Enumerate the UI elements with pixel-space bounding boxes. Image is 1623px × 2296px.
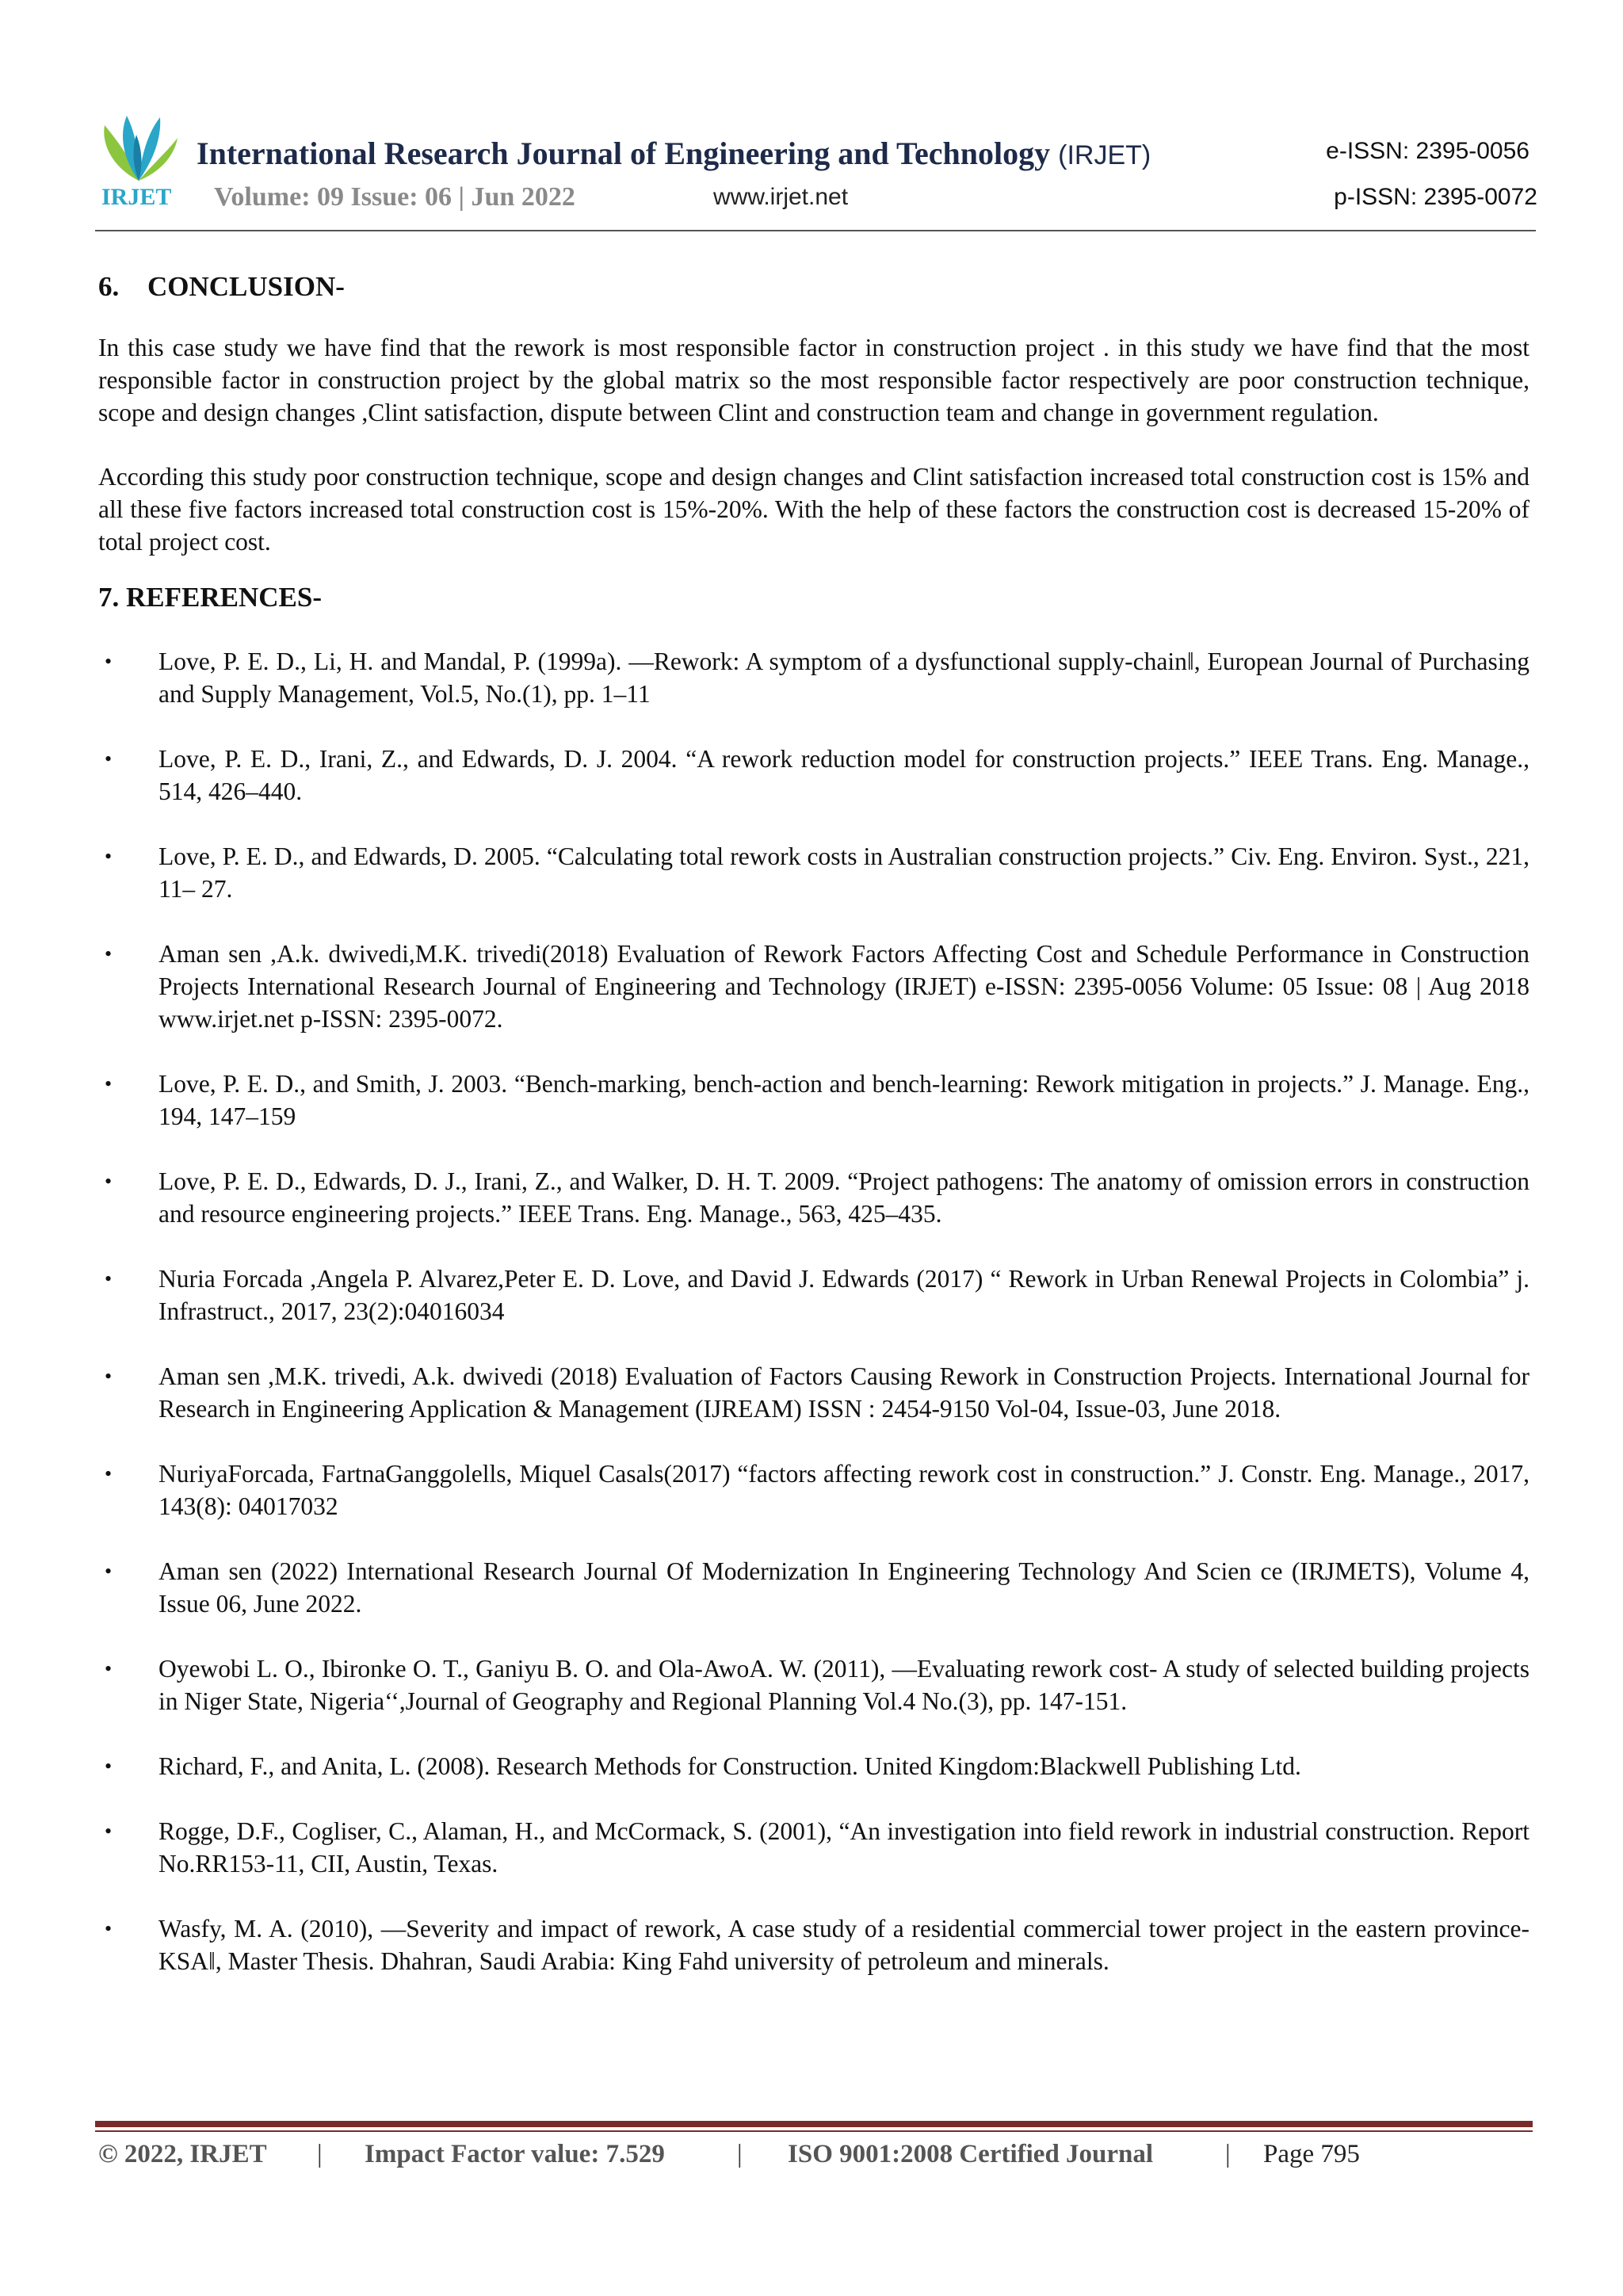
reference-item xyxy=(98,1555,1529,1620)
conclusion-heading xyxy=(98,271,1529,303)
journal-title xyxy=(197,135,1151,172)
footer-separator: | xyxy=(317,2140,323,2168)
reference-item xyxy=(98,1815,1529,1880)
logo-text: IRJET xyxy=(101,184,172,210)
journal-abbrev: (IRJET) xyxy=(1058,140,1151,170)
footer-separator: | xyxy=(737,2140,743,2168)
reference-item xyxy=(98,1263,1529,1328)
journal-title-text: International Research Journal of Engineering and Technology xyxy=(197,136,1051,171)
reference-text: NuriyaForcada, FartnaGanggolells, Miquel Casals(2017) “factors affecting rework cost in construction.” J. Constr. Eng. Manage., 2017, 143(8): 04017032 xyxy=(158,1460,1529,1520)
reference-item xyxy=(98,1165,1529,1230)
conclusion-number: 6. xyxy=(98,271,120,302)
reference-item xyxy=(98,743,1529,808)
footer-page-number: Page 795 xyxy=(1263,2140,1360,2168)
reference-item xyxy=(98,1068,1529,1133)
reference-item xyxy=(98,1457,1529,1522)
references-heading: 7. REFERENCES- xyxy=(98,582,322,613)
reference-text: Love, P. E. D., and Smith, J. 2003. “Bench-marking, bench-action and bench-learning: Rework mitigation in projects.” J. Manage. Eng., 194, 147–159 xyxy=(158,1070,1529,1130)
bullet-icon: • xyxy=(105,1755,113,1778)
irjet-logo xyxy=(95,111,182,214)
footer-impact-factor: Impact Factor value: 7.529 xyxy=(365,2140,665,2168)
bullet-icon: • xyxy=(105,1462,113,1485)
reference-text: Aman sen (2022) International Research Journal Of Modernization In Engineering Technology And Scien ce (IRJMETS), Volume 4, Issue 06, June 2022. xyxy=(158,1557,1529,1618)
bullet-icon: • xyxy=(105,1170,113,1193)
reference-text: Love, P. E. D., and Edwards, D. 2005. “Calculating total rework costs in Australian construction projects.” Civ. Eng. Environ. Syst., 221, 11– 27. xyxy=(158,842,1529,903)
bullet-icon: • xyxy=(105,1917,113,1940)
footer-copyright: © 2022, IRJET xyxy=(98,2140,267,2168)
bullet-icon: • xyxy=(105,942,113,965)
footer-iso: ISO 9001:2008 Certified Journal xyxy=(788,2140,1154,2168)
conclusion-paragraph: According this study poor construction technique, scope and design changes and Clint satisfaction increased total construction cost is 15% and all these five factors increased total construction cost is 15%-20%. With the help of these factors the construction cost is decreased 15-20% of total project cost. xyxy=(98,463,1529,556)
reference-list xyxy=(98,645,1529,1977)
reference-text: Rogge, D.F., Cogliser, C., Alaman, H., and McCormack, S. (2001), “An investigation into field rework in industrial construction. Report No.RR153-11, CII, Austin, Texas. xyxy=(158,1817,1529,1878)
page-body xyxy=(98,271,1529,2010)
conclusion-heading-text: CONCLUSION- xyxy=(147,271,345,302)
e-issn: e-ISSN: 2395-0056 xyxy=(1326,138,1529,164)
p-issn: p-ISSN: 2395-0072 xyxy=(1334,184,1537,210)
bullet-icon: • xyxy=(105,650,113,673)
bullet-icon: • xyxy=(105,1267,113,1290)
reference-text: Richard, F., and Anita, L. (2008). Research Methods for Construction. United Kingdom:Blackwell Publishing Ltd. xyxy=(158,1752,1301,1780)
page-header xyxy=(95,111,1537,230)
bullet-icon: • xyxy=(105,1072,113,1095)
reference-text: Love, P. E. D., Li, H. and Mandal, P. (1999a). —Rework: A symptom of a dysfunctional supply-chain‖, European Journal of Purchasing and Supply Management, Vol.5, No.(1), pp. 1–11 xyxy=(158,648,1529,708)
conclusion-paragraph: In this case study we have find that the rework is most responsible factor in construction project . in this study we have find that the most responsible factor in construction project by the global matrix so the most responsible factor respectively are poor construction technique, scope and design changes ,Clint satisfaction, dispute between Clint and construction team and change in government regulation. xyxy=(98,334,1529,426)
header-divider xyxy=(95,230,1536,231)
footer-divider-thin xyxy=(95,2130,1533,2132)
reference-item xyxy=(98,1652,1529,1717)
reference-item xyxy=(98,1912,1529,1977)
reference-text: Love, P. E. D., Edwards, D. J., Irani, Z., and Walker, D. H. T. 2009. “Project pathogens: The anatomy of omission errors in construction and resource engineering projects.” IEEE Trans. Eng. Manage., 563, 425–435. xyxy=(158,1167,1529,1228)
bullet-icon: • xyxy=(105,845,113,868)
bullet-icon: • xyxy=(105,1820,113,1843)
reference-text: Nuria Forcada ,Angela P. Alvarez,Peter E. D. Love, and David J. Edwards (2017) “ Rework in Urban Renewal Projects in Colombia” j. Infrastruct., 2017, 23(2):04016034 xyxy=(158,1265,1529,1325)
reference-item xyxy=(98,938,1529,1035)
bullet-icon: • xyxy=(105,1365,113,1388)
reference-text: Oyewobi L. O., Ibironke O. T., Ganiyu B. O. and Ola-AwoA. W. (2011), —Evaluating rework cost- A study of selected building projects in Niger State, Nigeria‘‘,Journal of Geography and Regional Planning Vol.4 No.(3), pp. 147-151. xyxy=(158,1655,1529,1715)
bullet-icon: • xyxy=(105,1560,113,1583)
reference-item xyxy=(98,840,1529,905)
volume-issue: Volume: 09 Issue: 06 | Jun 2022 xyxy=(214,182,575,212)
reference-item xyxy=(98,1360,1529,1425)
reference-item xyxy=(98,1750,1529,1782)
footer-separator: | xyxy=(1225,2140,1231,2168)
irjet-leaf-logo-icon xyxy=(95,111,182,186)
reference-text: Aman sen ,M.K. trivedi, A.k. dwivedi (2018) Evaluation of Factors Causing Rework in Construction Projects. International Journal for Research in Engineering Application & Management (IJREAM) ISSN : 2454-9150 Vol-04, Issue-03, June 2018. xyxy=(158,1362,1529,1423)
reference-text: Love, P. E. D., Irani, Z., and Edwards, D. J. 2004. “A rework reduction model for construction projects.” IEEE Trans. Eng. Manage., 514, 426–440. xyxy=(158,745,1529,805)
reference-text: Aman sen ,A.k. dwivedi,M.K. trivedi(2018) Evaluation of Rework Factors Affecting Cost and Schedule Performance in Construction Projects International Research Journal of Engineering and Technology (IRJET) e-ISSN: 2395-0056 Volume: 05 Issue: 08 | Aug 2018 www.irjet.net p-ISSN: 2395-0072. xyxy=(158,940,1529,1033)
website-link[interactable]: www.irjet.net xyxy=(713,184,849,210)
bullet-icon: • xyxy=(105,1657,113,1680)
bullet-icon: • xyxy=(105,747,113,770)
reference-text: Wasfy, M. A. (2010), —Severity and impact of rework, A case study of a residential commercial tower project in the eastern province-KSA‖, Master Thesis. Dhahran, Saudi Arabia: King Fahd university of petroleum and minerals. xyxy=(158,1915,1529,1975)
footer-divider-thick xyxy=(95,2121,1533,2127)
reference-item xyxy=(98,645,1529,710)
